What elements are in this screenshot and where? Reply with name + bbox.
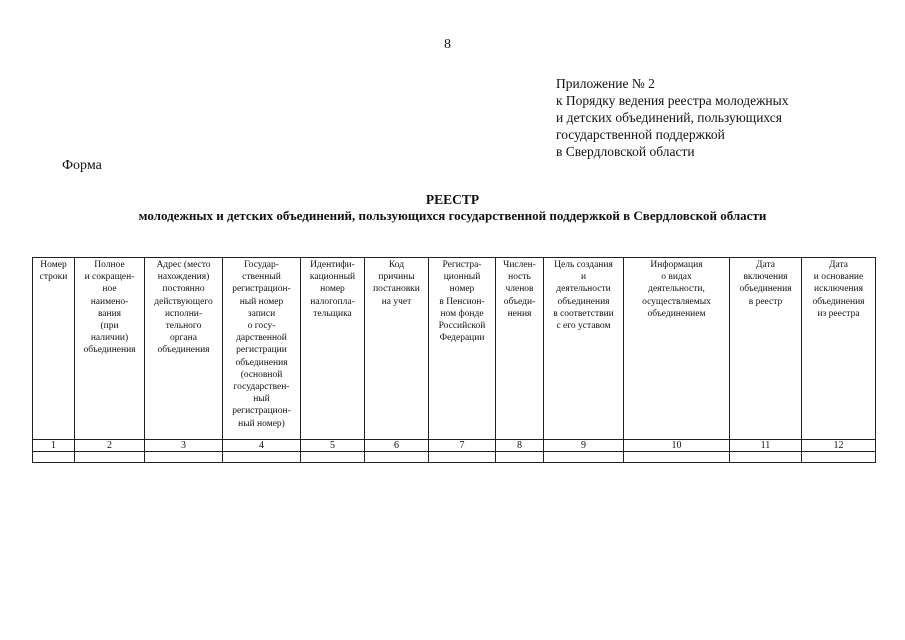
table-cell <box>301 452 365 463</box>
form-label: Форма <box>62 158 102 173</box>
header-cell: Государ- ственный регистрацион- ный номер записи о госу- дарственной регистрации объединения (основной государствен- ный регистрацион- ный номер) <box>223 258 301 440</box>
header-cell: Цель создания и деятельности объединения в соответствии с его уставом <box>544 258 624 440</box>
table-cell <box>223 452 301 463</box>
appendix-line: в Свердловской области <box>556 144 695 159</box>
header-cell: Числен- ность членов объеди- нения <box>496 258 544 440</box>
table-cell <box>496 452 544 463</box>
header-cell: Идентифи- кационный номер налогопла- тельщика <box>301 258 365 440</box>
header-cell: Адрес (место нахождения) постоянно действующего исполни- тельного органа объединения <box>145 258 223 440</box>
table-cell <box>730 452 802 463</box>
header-cell: Дата и основание исключения объединения из реестра <box>802 258 876 440</box>
appendix-line: к Порядку ведения реестра молодежных <box>556 93 789 108</box>
column-number: 8 <box>496 440 544 452</box>
page-number: 8 <box>444 37 451 52</box>
column-number: 7 <box>429 440 496 452</box>
table-cell <box>75 452 145 463</box>
registry-table <box>32 257 876 463</box>
table-cell <box>544 452 624 463</box>
table-cell <box>33 452 75 463</box>
column-number: 2 <box>75 440 145 452</box>
header-cell: Информация о видах деятельности, осуществляемых объединением <box>624 258 730 440</box>
document-subtitle: молодежных и детских объединений, пользующихся государственной поддержкой в Свердловской области <box>138 208 767 223</box>
header-cell: Полное и сокращен- ное наимено- вания (при наличии) объединения <box>75 258 145 440</box>
column-number: 9 <box>544 440 624 452</box>
column-number: 1 <box>33 440 75 452</box>
document-title: РЕЕСТР <box>425 192 480 207</box>
column-number: 10 <box>624 440 730 452</box>
column-number: 11 <box>730 440 802 452</box>
table-cell <box>802 452 876 463</box>
table-header-row <box>33 258 876 440</box>
appendix-line: и детских объединений, пользующихся <box>556 110 782 125</box>
table-cell <box>624 452 730 463</box>
table-cell <box>429 452 496 463</box>
column-number-row <box>33 440 876 452</box>
header-cell: Дата включения объединения в реестр <box>730 258 802 440</box>
table-cell <box>145 452 223 463</box>
appendix-line: Приложение № 2 <box>556 76 655 91</box>
column-number: 4 <box>223 440 301 452</box>
column-number: 3 <box>145 440 223 452</box>
appendix-line: государственной поддержкой <box>556 127 725 142</box>
column-number: 5 <box>301 440 365 452</box>
appendix-block <box>556 75 788 160</box>
header-cell: Регистра- ционный номер в Пенсион- ном фонде Российской Федерации <box>429 258 496 440</box>
header-cell: Код причины постановки на учет <box>365 258 429 440</box>
column-number: 12 <box>802 440 876 452</box>
column-number: 6 <box>365 440 429 452</box>
header-cell: Номер строки <box>33 258 75 440</box>
table-cell <box>365 452 429 463</box>
table-row <box>33 452 876 463</box>
